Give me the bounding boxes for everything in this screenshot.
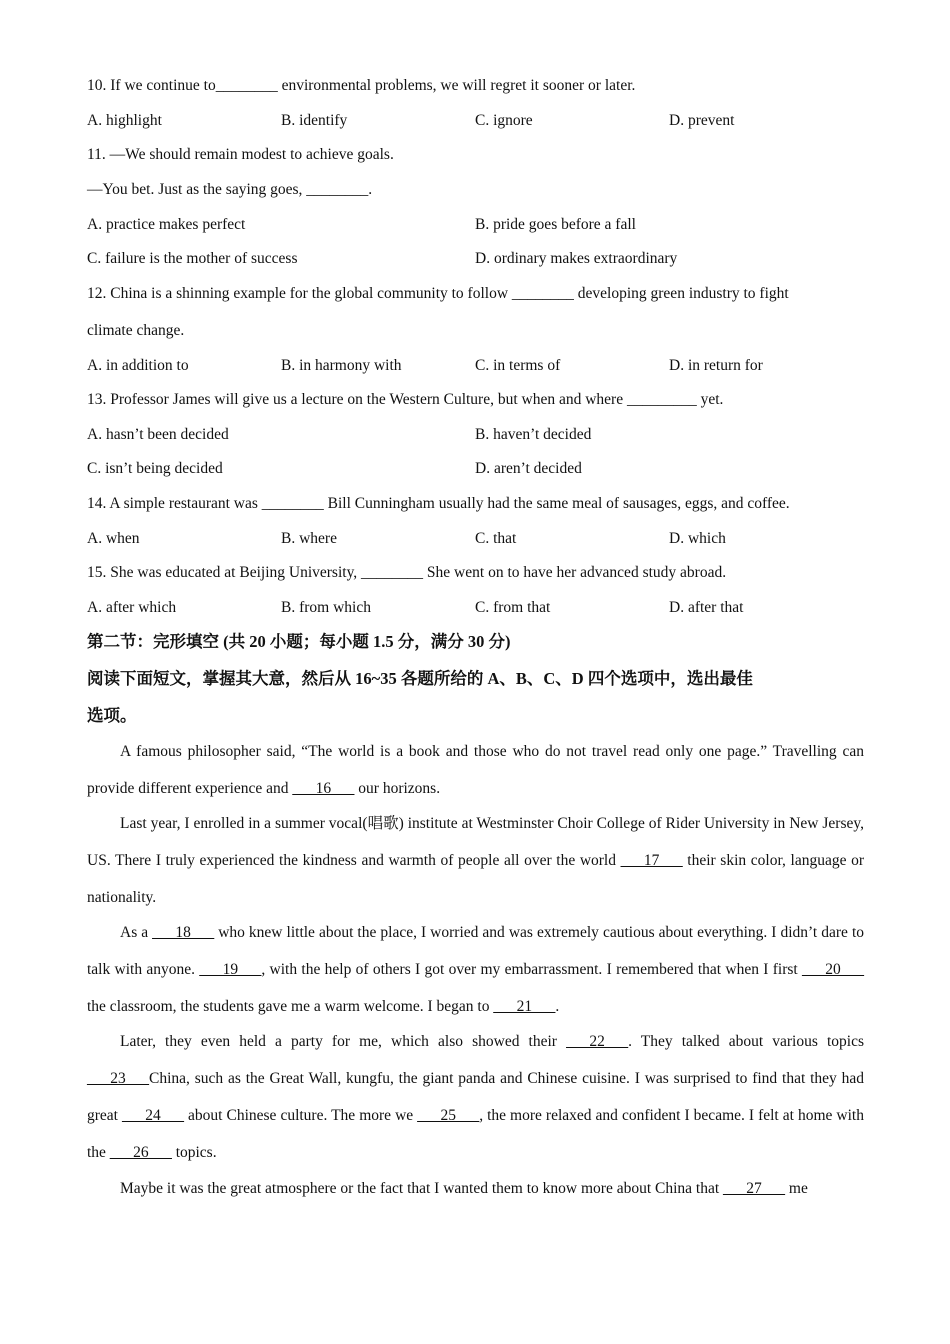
question-12-options bbox=[87, 356, 864, 376]
q12-option-a: A. in addition to bbox=[87, 357, 189, 374]
passage-text: . bbox=[555, 998, 560, 1015]
passage-text: Last year, I enrolled in a summer vocal(唱歌) institute at Westminster Choir College of Rider University in New Jersey, US. There I truly experienced the kindness and warmth of people all over the world bbox=[87, 815, 864, 869]
q13-option-a: A. hasn’t been decided bbox=[87, 426, 229, 443]
passage-text: topics. bbox=[171, 1144, 217, 1161]
q12-option-b: B. in harmony with bbox=[281, 357, 402, 374]
passage-text: the classroom, the students gave me a warm welcome. I began to bbox=[87, 998, 494, 1015]
q10-option-d: D. prevent bbox=[669, 112, 735, 129]
passage-text: As a bbox=[120, 924, 153, 941]
q15-option-a: A. after which bbox=[87, 599, 177, 616]
section-title: 第二节：完形填空 (共 20 小题；每小题 1.5 分，满分 30 分) bbox=[87, 632, 511, 651]
q12-option-c: C. in terms of bbox=[475, 357, 561, 374]
blank-19: ___19___ bbox=[199, 961, 262, 978]
question-13-stem: 13. Professor James will give us a lecture on the Western Culture, but when and where _________ yet. bbox=[87, 391, 724, 408]
section-instruction: 阅读下面短文，掌握其大意，然后从 16~35 各题所给的 A、B、C、D 四个选项中，选出最佳 bbox=[87, 669, 753, 688]
q14-option-d: D. which bbox=[669, 530, 726, 547]
passage-text: Maybe it was the great atmosphere or the fact that I wanted them to know more about China that bbox=[120, 1180, 724, 1197]
passage-text: , the more relaxed and confident I became. I felt at home with the bbox=[87, 1107, 864, 1161]
blank-16: ___16___ bbox=[292, 780, 355, 797]
question-11-options-row1 bbox=[87, 215, 864, 235]
blank-24: ___24___ bbox=[122, 1107, 184, 1124]
section-instruction-cont: 选项。 bbox=[87, 706, 137, 725]
blank-21: ___21___ bbox=[493, 998, 556, 1015]
passage-text: , with the help of others I got over my embarrassment. I remembered that when I first bbox=[261, 961, 803, 978]
q15-option-c: C. from that bbox=[475, 599, 551, 616]
question-15-options bbox=[87, 598, 864, 618]
blank-27: ___27___ bbox=[723, 1180, 786, 1197]
q13-option-c: C. isn’t being decided bbox=[87, 460, 223, 477]
passage-text: who knew little about the place, I worried and was extremely cautious about everything. I didn’t dare to talk with anyone. bbox=[87, 924, 865, 978]
question-14-stem: 14. A simple restaurant was ________ Bill Cunningham usually had the same meal of sausages, eggs, and coffee. bbox=[87, 495, 790, 512]
question-14-options bbox=[87, 529, 864, 549]
q14-option-c: C. that bbox=[475, 530, 517, 547]
passage-text: . They talked about various topics bbox=[628, 1033, 864, 1050]
q11-option-a: A. practice makes perfect bbox=[87, 216, 246, 233]
blank-18: ___18___ bbox=[152, 924, 215, 941]
q10-option-c: C. ignore bbox=[475, 112, 533, 129]
passage-paragraph-3 bbox=[87, 914, 864, 1025]
question-13-options-row1 bbox=[87, 425, 864, 445]
q11-option-c: C. failure is the mother of success bbox=[87, 250, 298, 267]
question-11-stem: 11. —We should remain modest to achieve goals. bbox=[87, 146, 394, 163]
passage-paragraph-1 bbox=[87, 733, 864, 807]
blank-23: ___23___ bbox=[87, 1070, 149, 1087]
question-11-options-row2 bbox=[87, 249, 864, 269]
q15-option-d: D. after that bbox=[669, 599, 744, 616]
question-15-stem: 15. She was educated at Beijing University, ________ She went on to have her advanced study abroad. bbox=[87, 564, 727, 581]
passage-paragraph-2 bbox=[87, 805, 864, 916]
blank-22: ___22___ bbox=[566, 1033, 629, 1050]
question-11-stem-reply: —You bet. Just as the saying goes, ________. bbox=[87, 181, 373, 198]
q12-option-d: D. in return for bbox=[669, 357, 763, 374]
question-13-options-row2 bbox=[87, 459, 864, 479]
blank-17: ___17___ bbox=[620, 852, 683, 869]
blank-26: ___26___ bbox=[109, 1144, 172, 1161]
question-10-options bbox=[87, 111, 864, 131]
q11-option-d: D. ordinary makes extraordinary bbox=[475, 250, 678, 267]
q15-option-b: B. from which bbox=[281, 599, 371, 616]
passage-text: their skin color, language or nationality. bbox=[87, 852, 865, 906]
q11-option-b: B. pride goes before a fall bbox=[475, 216, 636, 233]
passage-text: our horizons. bbox=[354, 780, 441, 797]
question-12-stem-cont: climate change. bbox=[87, 322, 185, 339]
passage-text: China, such as the Great Wall, kungfu, the giant panda and Chinese cuisine. I was surprised to find that they had great bbox=[87, 1070, 864, 1124]
passage-text: about Chinese culture. The more we bbox=[184, 1107, 418, 1124]
passage-text: Later, they even held a party for me, which also showed their bbox=[120, 1033, 567, 1050]
blank-20: ___20___ bbox=[802, 961, 865, 978]
blank-25: ___25___ bbox=[417, 1107, 480, 1124]
passage-text: me bbox=[785, 1180, 808, 1197]
passage-text: A famous philosopher said, “The world is a book and those who do not travel read only one page.” Travelling can provide different experience and bbox=[87, 743, 864, 797]
q10-option-a: A. highlight bbox=[87, 112, 162, 129]
question-10-stem: 10. If we continue to________ environmental problems, we will regret it sooner or later. bbox=[87, 77, 636, 94]
passage-paragraph-5 bbox=[87, 1170, 864, 1207]
q13-option-b: B. haven’t decided bbox=[475, 426, 592, 443]
q14-option-a: A. when bbox=[87, 530, 140, 547]
q13-option-d: D. aren’t decided bbox=[475, 460, 582, 477]
passage-paragraph-4 bbox=[87, 1023, 864, 1171]
q14-option-b: B. where bbox=[281, 530, 337, 547]
question-12-stem: 12. China is a shinning example for the global community to follow ________ developing green industry to fight bbox=[87, 285, 789, 302]
q10-option-b: B. identify bbox=[281, 112, 348, 129]
